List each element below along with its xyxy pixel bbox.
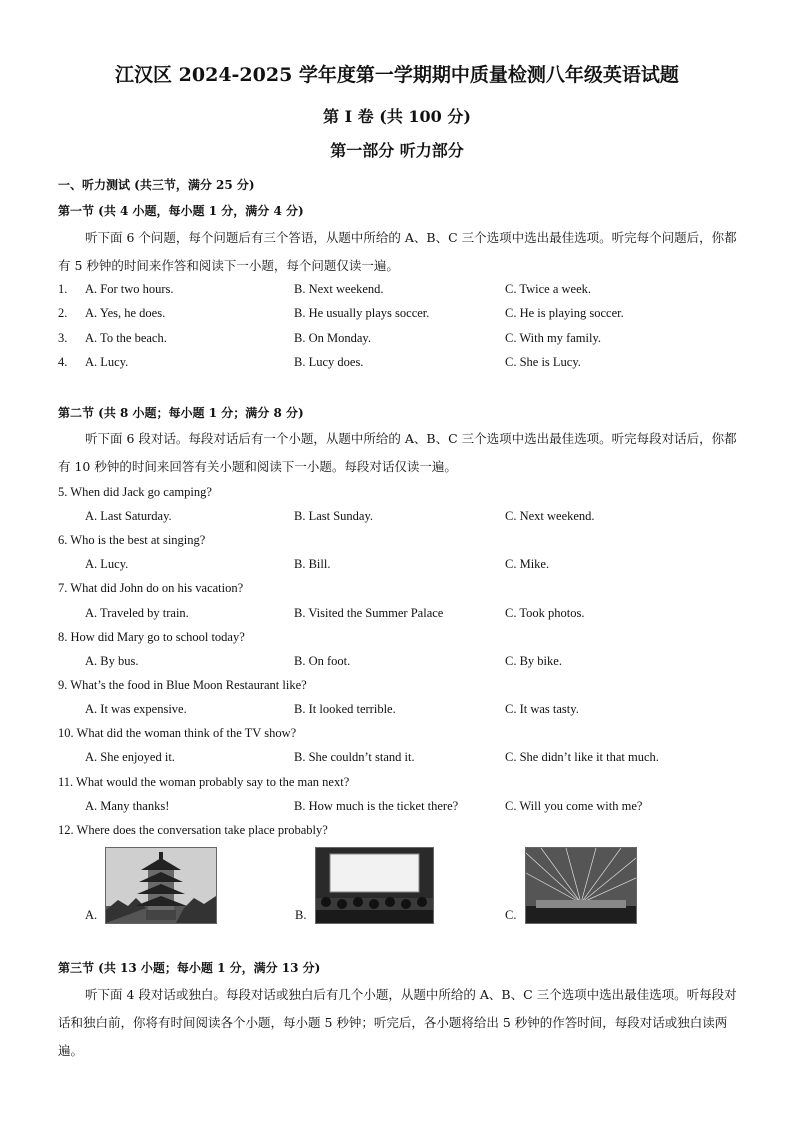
question-text: 12. Where does the conversation take place probably? [58,823,328,837]
option-c: C. She didn’t like it that much. [505,750,659,764]
option-b: B. Visited the Summer Palace [294,606,444,620]
section1-heading: 一、听力测试 (共三节，满分 25 分) [58,178,255,192]
part3-instructions: 听下面 4 段对话或独白。每段对话或独白后有几个小题，从题中所给的 A、B、C 三个选项中选出最佳选项。听每段对话和独白前，你将有时间阅读各个小题，每小题 5 秒钟；听完后，各小题将给出 5 秒钟的作答时间，每段对话或独白读两遍。 [58,987,737,1058]
option-c: C. Mike. [505,557,550,571]
question-text: 6. Who is the best at singing? [58,533,206,547]
option-c: C. He is playing soccer. [505,306,624,320]
part3-heading: 第三节 (共 13 小题；每小题 1 分，满分 13 分) [58,961,321,975]
option-b: B. Lucy does. [294,355,364,369]
option-b: B. She couldn’t stand it. [294,750,415,764]
option-a: A. Lucy. [85,355,129,369]
option-c: C. Took photos. [505,606,585,620]
option-a: A. Lucy. [85,557,129,571]
option-b: B. He usually plays soccer. [294,306,430,320]
options-row [58,509,748,529]
question-row [58,306,748,326]
part-title: 第一部分 听力部分 [330,141,464,160]
part1-instructions: 听下面 6 个问题，每个问题后有三个答语，从题中所给的 A、B、C 三个选项中选出最佳选项。听完每个问题后，你都有 5 秒钟的时间来作答和阅读下一小题，每个问题仅读一遍。 [58,230,737,273]
option-b: B. How much is the ticket there? [294,799,459,813]
option-a: A. She enjoyed it. [85,750,175,764]
options-row [58,799,748,819]
tower-image [105,847,217,924]
question-text: 11. What would the woman probably say to the man next? [58,775,350,789]
question-row [58,355,748,375]
options-row [58,557,748,577]
question-number: 1. [58,282,68,296]
option-c: C. With my family. [505,331,602,345]
option-b: B. On Monday. [294,331,371,345]
question-text: 5. When did Jack go camping? [58,485,212,499]
options-row [58,750,748,770]
option-c: C. Next weekend. [505,509,595,523]
option-a: A. Many thanks! [85,799,170,813]
question-number: 2. [58,306,68,320]
option-c: C. It was tasty. [505,702,579,716]
question-row [58,331,748,351]
option-a: A. Yes, he does. [85,306,166,320]
question-text: 9. What’s the food in Blue Moon Restaurant like? [58,678,307,692]
question-number: 3. [58,331,68,345]
question-text: 8. How did Mary go to school today? [58,630,245,644]
question-text: 7. What did John do on his vacation? [58,581,244,595]
option-a: A. Last Saturday. [85,509,172,523]
option-b-label: B. [295,908,307,922]
option-a-label: A. [85,908,98,922]
question-number: 4. [58,355,68,369]
option-b: B. Bill. [294,557,331,571]
option-b: B. Last Sunday. [294,509,374,523]
option-a: A. To the beach. [85,331,167,345]
option-c: C. She is Lucy. [505,355,581,369]
option-b: B. Next weekend. [294,282,384,296]
options-row [58,606,748,626]
options-row [58,702,748,722]
option-c-label: C. [505,908,517,922]
option-c: C. Will you come with me? [505,799,643,813]
light-show-image [525,847,637,924]
option-a: A. By bus. [85,654,139,668]
option-a: A. For two hours. [85,282,174,296]
exam-title: 江汉区 2024-2025 学年度第一学期期中质量检测八年级英语试题 [115,64,679,86]
option-a: A. It was expensive. [85,702,187,716]
option-c: C. By bike. [505,654,562,668]
option-a: A. Traveled by train. [85,606,189,620]
option-c: C. Twice a week. [505,282,592,296]
part1-heading: 第一节 (共 4 小题，每小题 1 分，满分 4 分) [58,204,304,218]
option-b: B. It looked terrible. [294,702,396,716]
question-row [58,282,748,302]
options-row [58,654,748,674]
part2-heading: 第二节 (共 8 小题；每小题 1 分；满分 8 分) [58,406,304,420]
volume-title: 第 I 卷 (共 100 分) [323,107,471,126]
option-b: B. On foot. [294,654,351,668]
part2-instructions: 听下面 6 段对话。每段对话后有一个小题，从题中所给的 A、B、C 三个选项中选出最佳选项。听完每段对话后，你都有 10 秒钟的时间来回答有关小题和阅读下一小题。每段对话仅读一遍。 [58,431,737,474]
cinema-image [315,847,434,924]
question-text: 10. What did the woman think of the TV show? [58,726,297,740]
